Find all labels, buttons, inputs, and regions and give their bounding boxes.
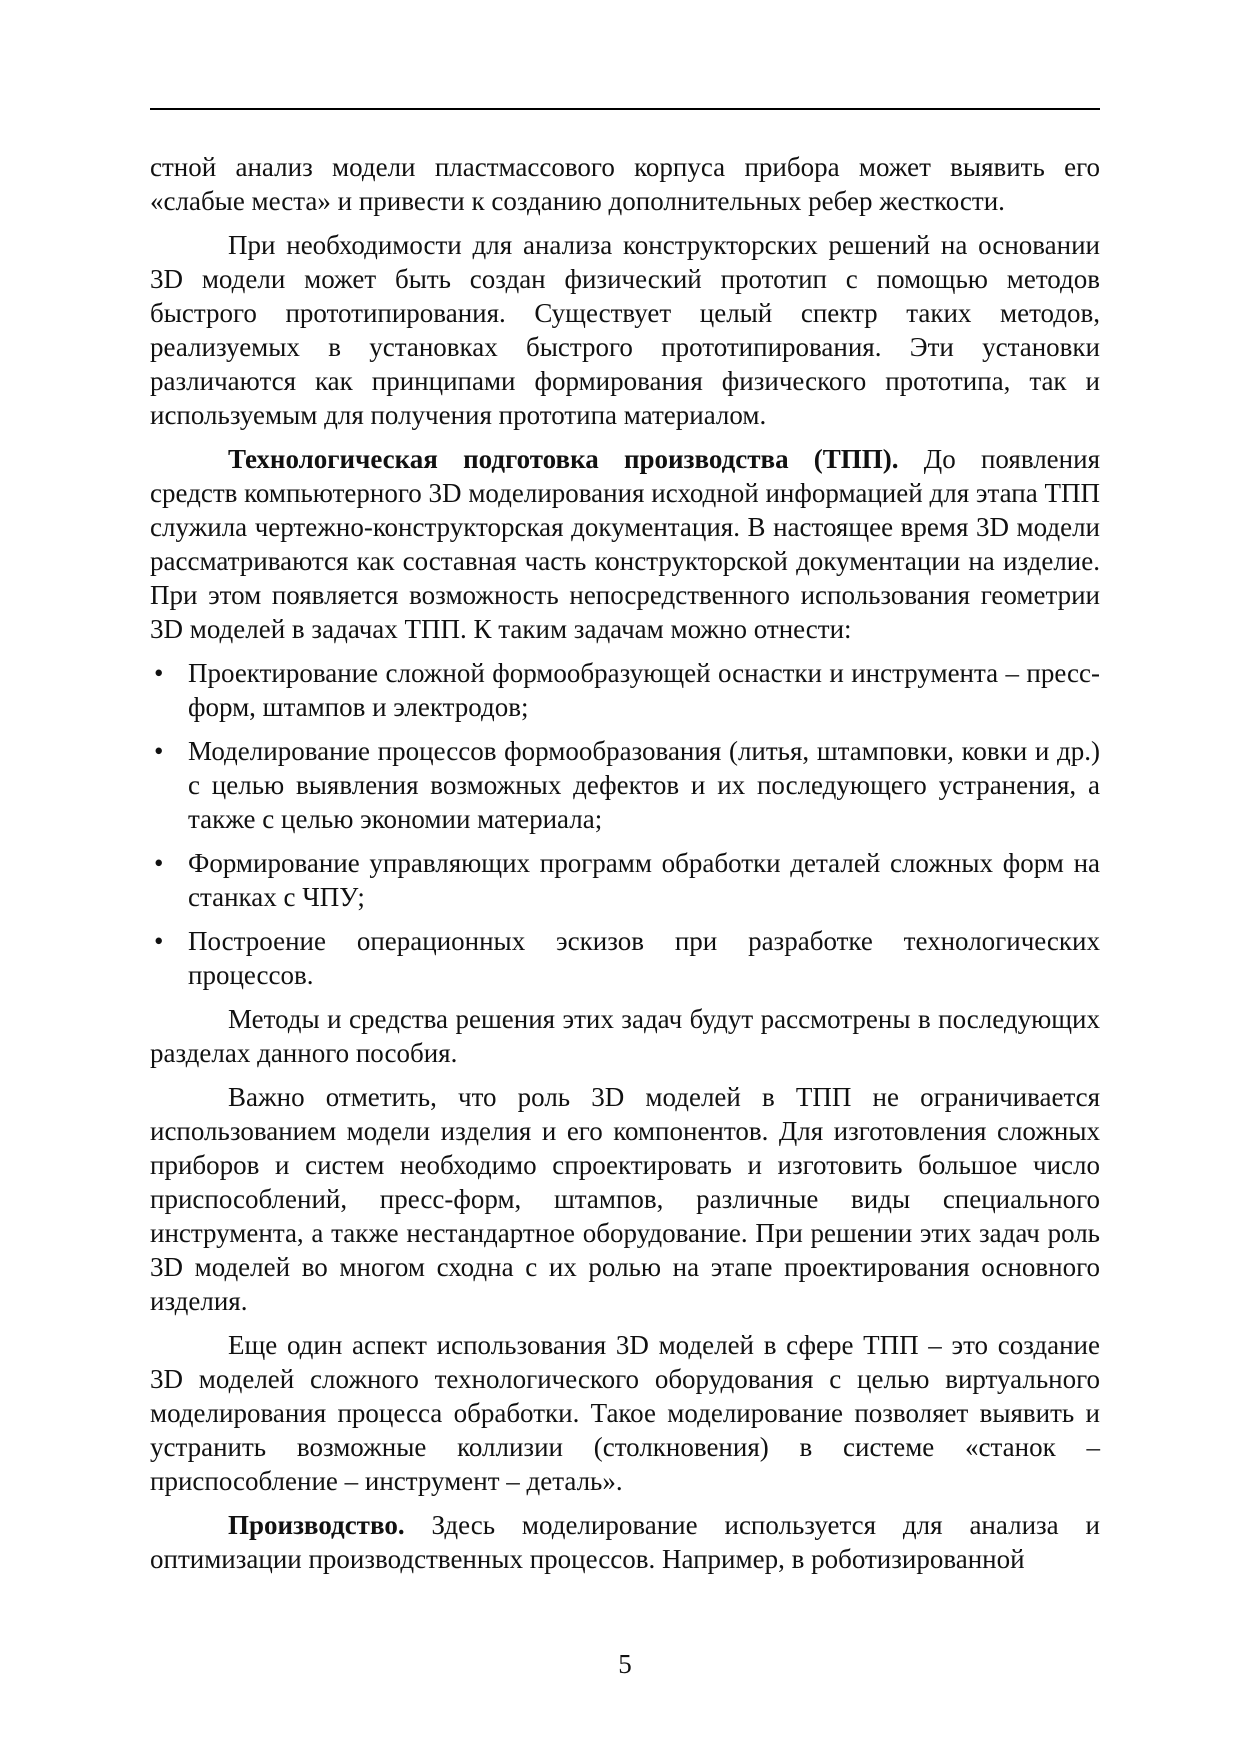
section-heading-tpp: Технологическая подготовка производства (ТПП). [228,444,899,474]
page-body [150,150,1100,1586]
bullet-icon: • [154,736,164,766]
paragraph-methods: Методы и средства решения этих задач будут рассмотрены в последующих разделах данного пособия. [150,1004,1100,1068]
list-item [150,924,1100,992]
list-item [150,734,1100,836]
page-number: 5 [618,1649,632,1679]
list-item-text: Формирование управляющих программ обработки деталей сложных форм на станках с ЧПУ; [188,848,1100,912]
paragraph-aspect: Еще один аспект использования 3D моделей в сфере ТПП – это создание 3D моделей сложного технологического оборудования с целью виртуального моделирования процесса обработки. Такое моделирование позволяет выявить и устранить возможные коллизии (столкновения) в системе «станок – приспособление – инструмент – деталь». [150,1330,1100,1496]
paragraph-production-text: Здесь моделирование используется для анализа и оптимизации производственных процессов. Например, в роботизированной [150,1510,1100,1574]
list-item-text: Моделирование процессов формообразования (литья, штамповки, ковки и др.) с целью выявления возможных дефектов и их последующего устранения, а также с целью экономии материала; [188,736,1100,834]
bullet-icon: • [154,658,164,688]
paragraph-prototyping: При необходимости для анализа конструкторских решений на основании 3D модели может быть создан физический прототип с помощью методов быстрого прототипирования. Существует целый спектр таких методов, реализуемых в установках быстрого прототипирования. Эти установки различаются как принципами формирования физического прототипа, так и используемым для получения прототипа материалом. [150,230,1100,430]
bullet-icon: • [154,848,164,878]
list-item [150,656,1100,724]
header-rule [150,108,1100,110]
document-page [150,0,1100,1755]
paragraph-continuation: стной анализ модели пластмассового корпуса прибора может выявить его «слабые места» и привести к созданию дополнительных ребер жесткости. [150,152,1100,216]
tpp-task-list [150,656,1100,992]
paragraph-production [150,1508,1100,1576]
list-item [150,846,1100,914]
bullet-icon: • [154,926,164,956]
paragraph-tpp-text: До появления средств компьютерного 3D моделирования исходной информацией для этапа ТПП служила чертежно-конструкторская документация. В настоящее время 3D модели рассматриваются как составная часть конструкторской документации на изделие. При этом появляется возможность непосредственного использования геометрии 3D моделей в задачах ТПП. К таким задачам можно отнести: [150,444,1100,644]
paragraph-tpp [150,442,1100,646]
list-item-text: Построение операционных эскизов при разработке технологических процессов. [188,926,1100,990]
section-heading-production: Производство. [228,1510,405,1540]
paragraph-role: Важно отметить, что роль 3D моделей в ТПП не ограничивается использованием модели изделия и его компонентов. Для изготовления сложных приборов и систем необходимо спроектировать и изготовить большое число приспособлений, пресс-форм, штампов, различные виды специального инструмента, а также нестандартное оборудование. При решении этих задач роль 3D моделей во многом сходна с их ролью на этапе проектирования основного изделия. [150,1082,1100,1316]
list-item-text: Проектирование сложной формообразующей оснастки и инструмента – пресс-форм, штампов и электродов; [188,658,1100,722]
